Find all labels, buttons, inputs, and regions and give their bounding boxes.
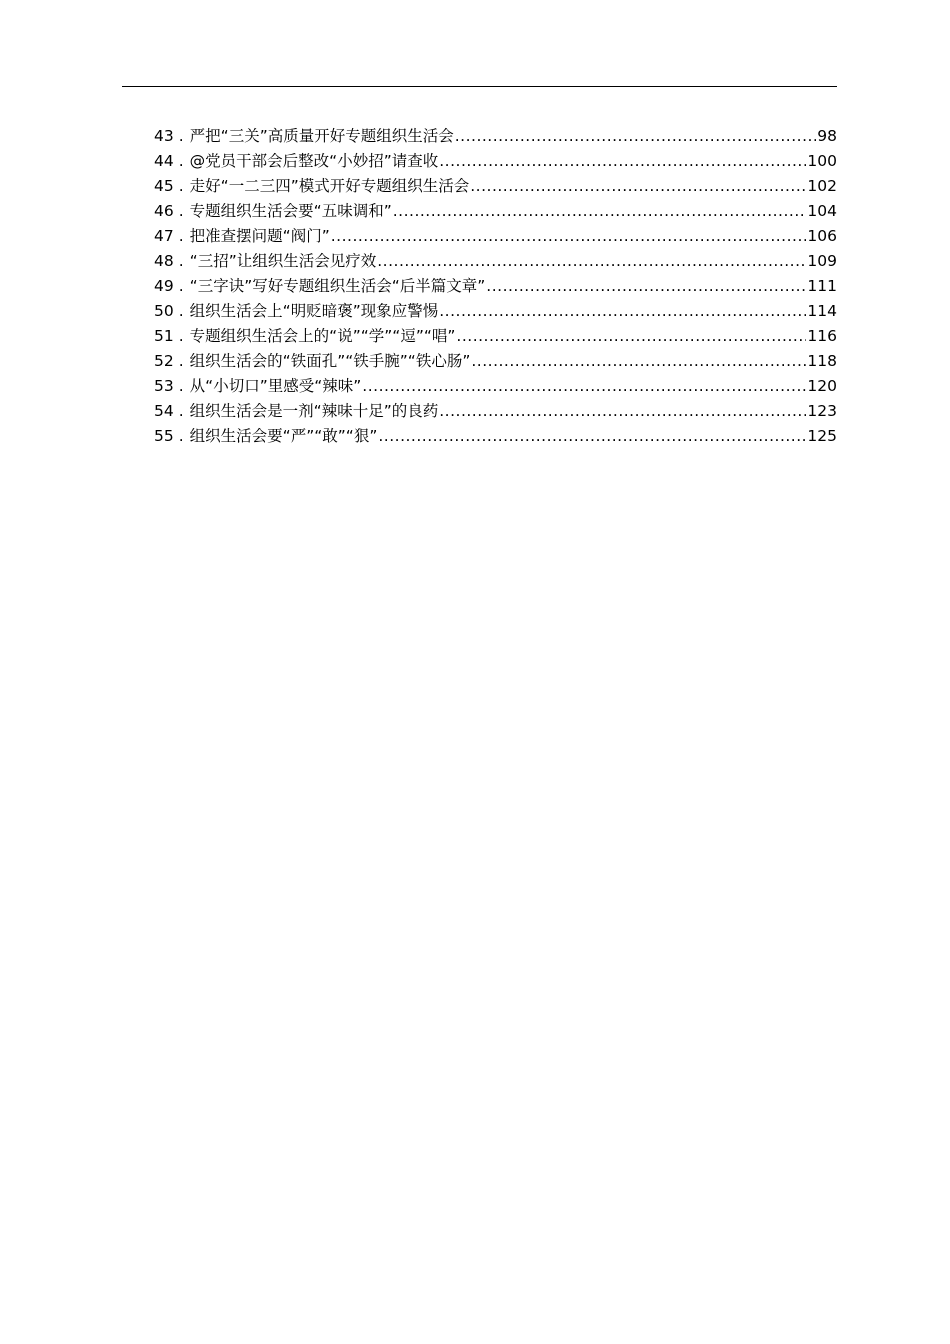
toc-entry-number: 48 [154, 252, 174, 270]
toc-entry-number: 44 [154, 152, 174, 170]
toc-entry-page: 125 [807, 427, 837, 445]
toc-dot-leader [393, 199, 807, 224]
toc-entry-page: 106 [807, 227, 837, 245]
toc-entry-title: @党员干部会后整改“小妙招”请查收 [189, 152, 439, 170]
toc-entry[interactable] [154, 424, 837, 449]
toc-entry-title: 专题组织生活会上的“说”“学”“逗”“唱” [189, 327, 456, 345]
toc-entry-separator: . [178, 402, 184, 420]
toc-entry[interactable] [154, 249, 837, 274]
toc-entry-title: “三招”让组织生活会见疗效 [189, 252, 377, 270]
toc-entry-separator: . [178, 327, 184, 345]
toc-entry-number: 54 [154, 402, 174, 420]
toc-entry-page: 116 [807, 327, 837, 345]
toc-dot-leader [439, 299, 806, 324]
toc-entry[interactable] [154, 174, 837, 199]
toc-dot-leader [378, 424, 806, 449]
toc-entry-separator: . [178, 427, 184, 445]
toc-entry-page: 114 [807, 302, 837, 320]
toc-dot-leader [471, 349, 806, 374]
toc-entry-title: “三字诀”写好专题组织生活会“后半篇文章” [189, 277, 486, 295]
toc-entry-page: 102 [807, 177, 837, 195]
toc-entry-separator: . [178, 127, 184, 145]
toc-dot-leader [439, 399, 806, 424]
toc-entry-title: 走好“一二三四”模式开好专题组织生活会 [189, 177, 470, 195]
toc-entry-separator: . [178, 302, 184, 320]
toc-dot-leader [331, 224, 807, 249]
toc-entry-page: 109 [807, 252, 837, 270]
toc-entry-separator: . [178, 227, 184, 245]
toc-entry-separator: . [178, 352, 184, 370]
toc-entry-title: 组织生活会要“严”“敢”“狠” [189, 427, 378, 445]
toc-entry-number: 47 [154, 227, 174, 245]
toc-entry-separator: . [178, 377, 184, 395]
toc-entry-title: 严把“三关”高质量开好专题组织生活会 [189, 127, 454, 145]
toc-entry-separator: . [178, 202, 184, 220]
toc-entry-number: 51 [154, 327, 174, 345]
toc-entry-title: 专题组织生活会要“五味调和” [189, 202, 392, 220]
toc-entry-page: 100 [807, 152, 837, 170]
toc-entry[interactable] [154, 399, 837, 424]
toc-entry[interactable] [154, 349, 837, 374]
toc-entry[interactable] [154, 124, 837, 149]
toc-entry-title: 从“小切口”里感受“辣味” [189, 377, 362, 395]
toc-entry-separator: . [178, 277, 184, 295]
toc-dot-leader [455, 124, 817, 149]
toc-entry-number: 53 [154, 377, 174, 395]
toc-entry-title: 把准查摆问题“阀门” [189, 227, 330, 245]
toc-entry-title: 组织生活会的“铁面孔”“铁手腕”“铁心肠” [189, 352, 471, 370]
toc-dot-leader [456, 324, 806, 349]
toc-entry-page: 120 [807, 377, 837, 395]
toc-dot-leader [362, 374, 806, 399]
table-of-contents [154, 124, 837, 449]
toc-entry[interactable] [154, 299, 837, 324]
toc-entry-separator: . [178, 152, 184, 170]
toc-entry-page: 118 [807, 352, 837, 370]
toc-entry-number: 45 [154, 177, 174, 195]
toc-entry[interactable] [154, 199, 837, 224]
toc-dot-leader [470, 174, 806, 199]
toc-entry[interactable] [154, 324, 837, 349]
toc-entry-number: 49 [154, 277, 174, 295]
toc-entry-page: 104 [807, 202, 837, 220]
toc-entry[interactable] [154, 374, 837, 399]
toc-entry-number: 50 [154, 302, 174, 320]
toc-entry-page: 123 [807, 402, 837, 420]
header-rule [122, 86, 837, 87]
toc-entry-number: 55 [154, 427, 174, 445]
toc-entry-title: 组织生活会上“明贬暗褒”现象应警惕 [189, 302, 439, 320]
toc-entry[interactable] [154, 224, 837, 249]
toc-entry-number: 43 [154, 127, 174, 145]
toc-entry-number: 46 [154, 202, 174, 220]
toc-entry-separator: . [178, 252, 184, 270]
toc-entry[interactable] [154, 149, 837, 174]
toc-entry-page: 98 [817, 127, 837, 145]
toc-entry-separator: . [178, 177, 184, 195]
toc-entry-page: 111 [807, 277, 837, 295]
toc-entry[interactable] [154, 274, 837, 299]
toc-dot-leader [377, 249, 806, 274]
toc-dot-leader [439, 149, 806, 174]
toc-entry-number: 52 [154, 352, 174, 370]
toc-entry-title: 组织生活会是一剂“辣味十足”的良药 [189, 402, 439, 420]
toc-dot-leader [486, 274, 806, 299]
